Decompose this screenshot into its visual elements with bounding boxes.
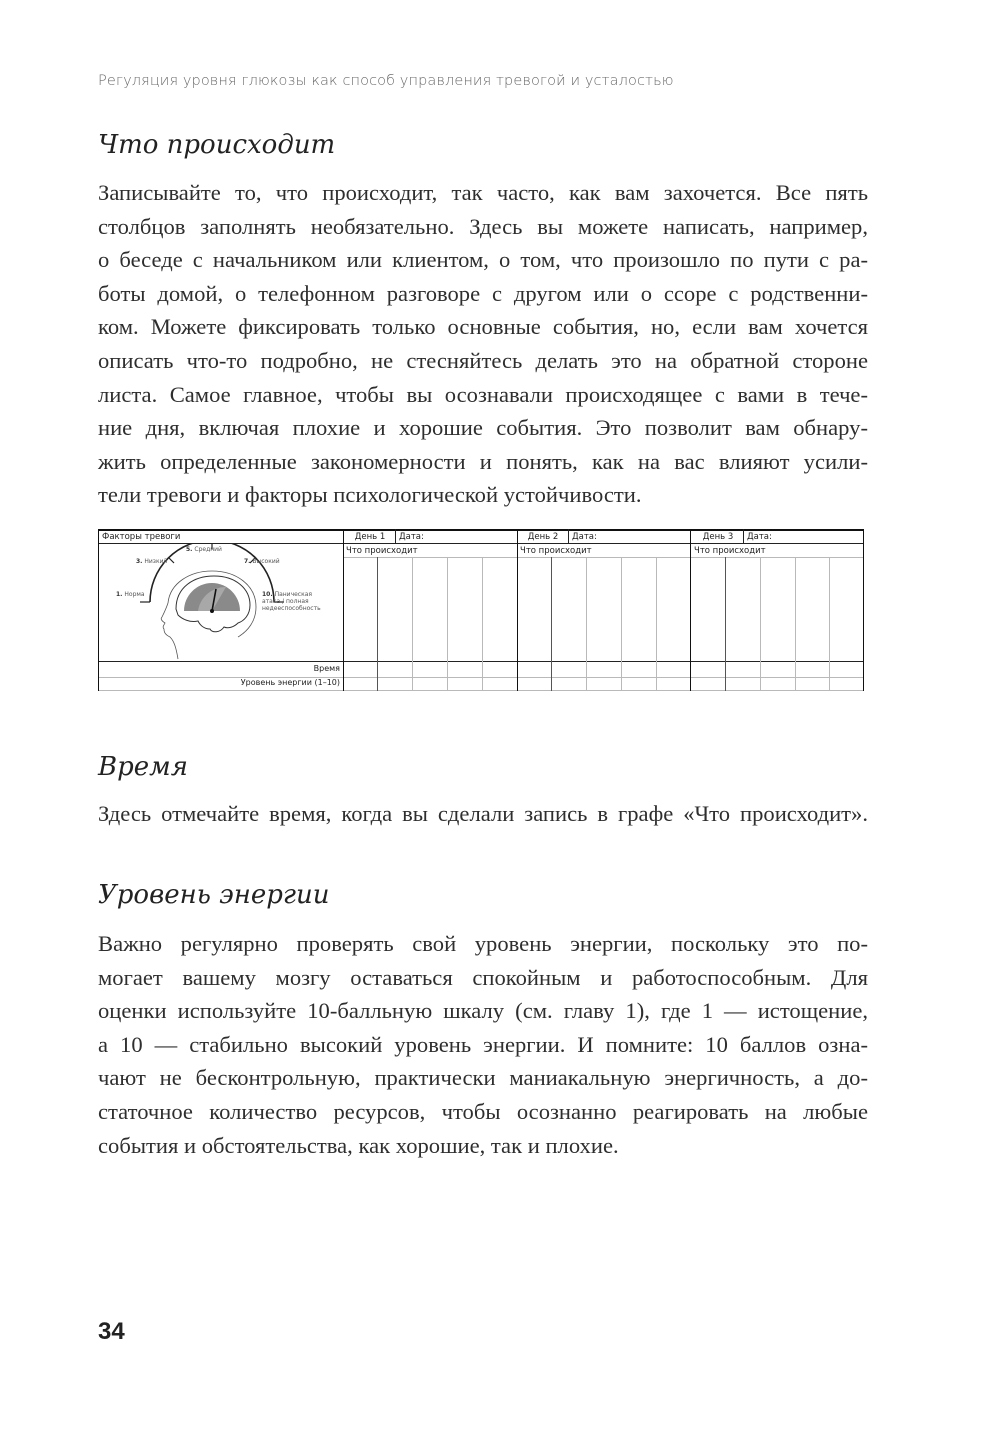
- table-rule: [656, 557, 657, 691]
- section-paragraph-energy-level: [98, 927, 868, 1162]
- anxiety-diary-table: [98, 529, 864, 691]
- page-number: 34: [98, 1318, 125, 1345]
- table-border-right: [863, 529, 864, 691]
- table-day-divider: [343, 529, 344, 691]
- day-3-what-label: Что происходит: [694, 546, 766, 556]
- text-line: листа. Самое главное, чтобы вы осознавали происходящее с вами в тече-: [98, 381, 868, 407]
- text-line: жить определенные закономерности и понять, как на вас влияют усили-: [98, 448, 868, 474]
- text-line: боты домой, о телефонном разговоре с другом или о ссоре с родственни-: [98, 280, 868, 306]
- text-line: столбцов заполнять необязательно. Здесь вы можете написать, например,: [98, 213, 868, 239]
- day-2-label: День 2: [527, 532, 559, 542]
- table-rule: [829, 557, 830, 691]
- text-line: события и обстоятельства, как хорошие, так и плохие.: [98, 1132, 619, 1158]
- gauge-label-5: 5. Средний: [186, 546, 222, 553]
- gauge-label-1: 1. Норма: [116, 591, 145, 598]
- text-line: ком. Можете фиксировать только основные события, но, если вам хочется: [98, 314, 868, 340]
- day-2-what-label: Что происходит: [520, 546, 592, 556]
- table-rule: [586, 557, 587, 691]
- table-rule: [395, 529, 396, 543]
- day-1-what-label: Что происходит: [346, 546, 418, 556]
- table-rule: [482, 557, 483, 691]
- table-rule: [725, 557, 726, 691]
- table-rule: [551, 557, 552, 691]
- text-line: тели тревоги и факторы психологической устойчивости.: [98, 482, 642, 508]
- table-rule: [568, 529, 569, 543]
- gauge-label-3: 3. Низкий: [136, 558, 168, 565]
- text-line: описать что-то подробно, не стесняйтесь делать это на обратной стороне: [98, 347, 868, 373]
- table-rule: [447, 557, 448, 691]
- table-rule: [795, 557, 796, 691]
- row-label-time: Время: [313, 664, 340, 673]
- gauge-label-10: 10. Паническая атака / полная недееспособность: [262, 591, 321, 612]
- table-rule: [98, 661, 864, 662]
- section-paragraph-time: [98, 797, 868, 831]
- running-head: Регуляция уровня глюкозы как способ управления тревогой и усталостью: [98, 73, 674, 89]
- table-rule: [743, 529, 744, 543]
- table-rule: [412, 557, 413, 691]
- text-line: ние дня, включая плохие и хорошие события. Это позволит вам обнару-: [98, 415, 868, 441]
- section-heading-energy-level: Уровень энергии: [98, 880, 330, 910]
- table-day-divider: [517, 529, 518, 691]
- section-paragraph-what-happens: [98, 176, 868, 512]
- table-rule: [760, 557, 761, 691]
- day-1-date-label: Дата:: [399, 532, 424, 542]
- text-line: могает вашему мозгу оставаться спокойным и работоспособным. Для: [98, 964, 868, 990]
- section-heading-what-happens: Что происходит: [98, 130, 336, 160]
- text-line: Здесь отмечайте время, когда вы сделали запись в графе «Что происходит».: [98, 801, 868, 826]
- table-day-divider: [690, 529, 691, 691]
- text-line: оценки используйте 10-балльную шкалу (см. главу 1), где 1 — истощение,: [98, 998, 868, 1024]
- row-label-energy: Уровень энергии (1–10): [240, 678, 340, 687]
- table-rule: [343, 557, 864, 558]
- text-line: а 10 — стабильно высокий уровень энергии. И помните: 10 баллов озна-: [98, 1031, 868, 1057]
- section-heading-time: Время: [98, 752, 188, 782]
- day-3-date-label: Дата:: [747, 532, 772, 542]
- factors-header: Факторы тревоги: [102, 532, 181, 542]
- day-1-label: День 1: [354, 532, 386, 542]
- day-3-label: День 3: [702, 532, 734, 542]
- day-2-date-label: Дата:: [572, 532, 597, 542]
- gauge-label-7: 7. Высокий: [244, 558, 280, 565]
- table-rule: [377, 557, 378, 691]
- text-line: о беседе с начальником или клиентом, о том, что произошло по пути с ра-: [98, 247, 868, 273]
- text-line: статочное количество ресурсов, чтобы осознанно реагировать на любые: [98, 1098, 868, 1124]
- text-line: Записывайте то, что происходит, так часто, как вам захочется. Все пять: [98, 180, 868, 205]
- table-border-bottom: [98, 690, 864, 691]
- table-rule: [621, 557, 622, 691]
- text-line: чают не бесконтрольную, практически маниакальную энергичность, а до-: [98, 1065, 868, 1091]
- table-rule: [98, 677, 864, 678]
- text-line: Важно регулярно проверять свой уровень энергии, поскольку это по-: [98, 931, 868, 956]
